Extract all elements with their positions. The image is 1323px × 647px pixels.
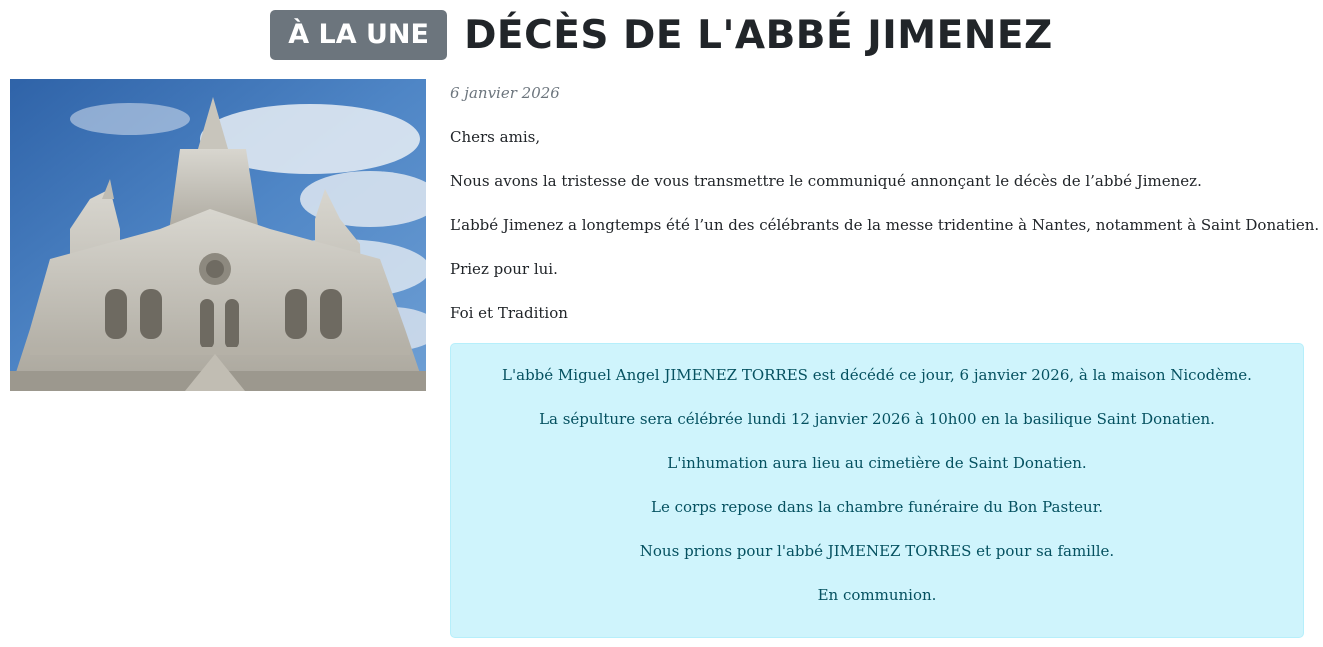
notice-line: Nous prions pour l'abbé JIMENEZ TORRES et pour sa famille. bbox=[639, 542, 1115, 560]
notice-line: L'inhumation aura lieu au cimetière de Saint Donatien. bbox=[667, 454, 1087, 472]
article-date: 6 janvier 2026 bbox=[450, 84, 560, 102]
notice-line: En communion. bbox=[817, 586, 937, 604]
headline bbox=[0, 10, 1323, 60]
paragraph-greeting: Chers amis, bbox=[450, 128, 541, 146]
notice-line: La sépulture sera célébrée lundi 12 janvier 2026 à 10h00 en la basilique Saint Donatien. bbox=[539, 410, 1215, 428]
funeral-notice-box bbox=[450, 343, 1304, 638]
paragraph-signature: Foi et Tradition bbox=[450, 304, 568, 322]
notice-line: Le corps repose dans la chambre funéraire du Bon Pasteur. bbox=[650, 498, 1104, 516]
basilica-photo bbox=[10, 79, 426, 391]
notice-line: L'abbé Miguel Angel JIMENEZ TORRES est décédé ce jour, 6 janvier 2026, à la maison Nicodème. bbox=[502, 366, 1252, 384]
paragraph-prayer: Priez pour lui. bbox=[450, 260, 558, 278]
paragraph-announcement: Nous avons la tristesse de vous transmettre le communiqué annonçant le décès de l’abbé Jimenez. bbox=[450, 172, 1202, 190]
featured-badge: À LA UNE bbox=[270, 10, 447, 60]
article-body bbox=[450, 82, 1320, 346]
paragraph-celebrant: L’abbé Jimenez a longtemps été l’un des célébrants de la messe tridentine à Nantes, notamment à Saint Donatien. bbox=[450, 216, 1320, 234]
page-title: DÉCÈS DE L'ABBÉ JIMENEZ bbox=[464, 12, 1053, 58]
